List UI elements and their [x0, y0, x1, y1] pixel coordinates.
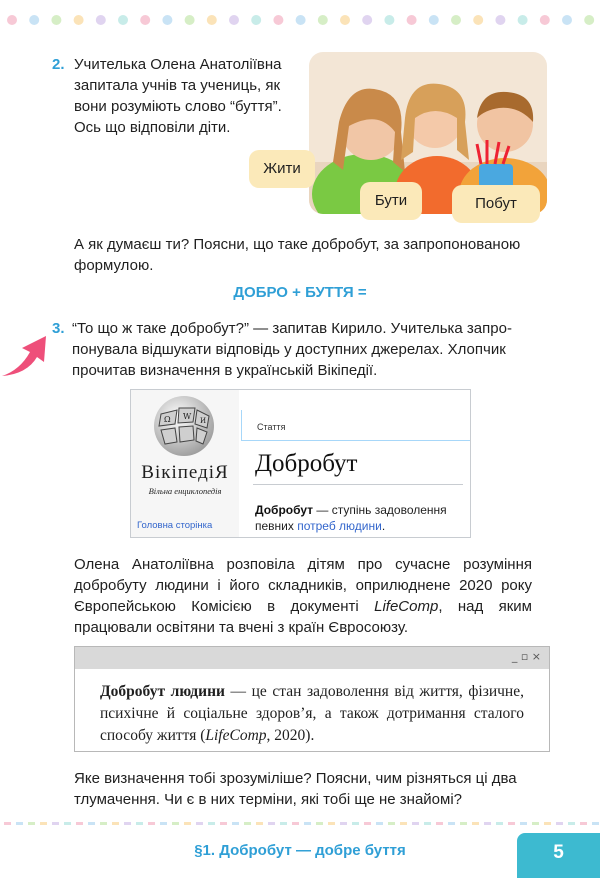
definition-window	[74, 646, 550, 752]
article-term: Добробут	[255, 503, 314, 517]
decorative-dot	[118, 15, 128, 25]
task-2	[52, 54, 302, 138]
decorative-dots-top	[0, 14, 600, 26]
decorative-dot	[429, 15, 439, 25]
decorative-dash	[184, 822, 191, 825]
article-definition: — ступінь задоволення певних	[255, 503, 447, 533]
decorative-dash	[88, 822, 95, 825]
decorative-dash	[436, 822, 443, 825]
definition-text	[100, 681, 524, 747]
prompt-text: А як думаєш ти? Поясни, що таке добробут, за запропонованою формулою.	[74, 236, 521, 274]
decorative-dash	[412, 822, 419, 825]
definition-source: LifeComp	[205, 727, 267, 744]
decorative-dash	[172, 822, 179, 825]
decorative-dash	[364, 822, 371, 825]
decorative-dot	[473, 15, 483, 25]
decorative-dot	[296, 15, 306, 25]
definition-end: , 2020).	[266, 727, 315, 744]
answer-bubble-everyday-life: Побут	[452, 185, 540, 223]
decorative-dot	[273, 15, 283, 25]
article-snippet	[255, 502, 465, 534]
decorative-dot	[518, 15, 528, 25]
decorative-dash	[232, 822, 239, 825]
paragraph-text-end: , над яким працювали освітяни та вчені з країн Євросоюзу.	[74, 598, 532, 636]
task-number: 2.	[52, 56, 65, 73]
decorative-dash	[316, 822, 323, 825]
decorative-dash	[268, 822, 275, 825]
article-title: Добробут	[255, 450, 358, 477]
decorative-dot	[185, 15, 195, 25]
decorative-dash	[112, 822, 119, 825]
decorative-dash	[508, 822, 515, 825]
decorative-dot	[584, 15, 594, 25]
decorative-dash	[64, 822, 71, 825]
decorative-dash	[388, 822, 395, 825]
decorative-dash	[220, 822, 227, 825]
decorative-dash	[496, 822, 503, 825]
decorative-dash	[208, 822, 215, 825]
decorative-dot	[7, 15, 17, 25]
decorative-dash	[532, 822, 539, 825]
decorative-dash	[40, 822, 47, 825]
window-controls-icon[interactable]: _ ▫ ×	[511, 650, 541, 663]
svg-text:W: W	[183, 412, 192, 421]
decorative-dot	[562, 15, 572, 25]
decorative-dash	[424, 822, 431, 825]
decorative-dash	[460, 822, 467, 825]
answer-bubble-live: Жити	[249, 150, 315, 188]
decorative-dot	[384, 15, 394, 25]
decorative-dash	[340, 822, 347, 825]
tab-article[interactable]: Стаття	[249, 418, 293, 437]
tab-underline	[241, 440, 470, 441]
decorative-dash	[292, 822, 299, 825]
decorative-dash	[580, 822, 587, 825]
pointer-arrow-icon	[0, 330, 60, 380]
task-2-text: Учителька Олена Анатоліївна запитала учнів та учениць, як вони розуміють слово “буття”. Ось що відповіли діти.	[74, 56, 282, 136]
paragraph-text: Олена Анатоліївна розповіла дітям про сучасне розуміння добробуту людини і його складників, оприлюднене 2020 року Європейською Комісією в документі	[74, 556, 532, 615]
svg-text:Ω: Ω	[164, 415, 171, 424]
decorative-dash	[244, 822, 251, 825]
decorative-dash	[256, 822, 263, 825]
decorative-dash	[136, 822, 143, 825]
decorative-dash	[544, 822, 551, 825]
wiki-wordmark: ВікіпедіЯ	[141, 462, 229, 483]
wiki-tagline: Вільна енциклопедія	[148, 486, 222, 496]
decorative-dash	[400, 822, 407, 825]
decorative-dashes-bottom	[0, 822, 600, 826]
decorative-dot	[140, 15, 150, 25]
decorative-dash	[472, 822, 479, 825]
task-3	[52, 318, 542, 381]
wiki-sidebar	[131, 390, 239, 537]
tab-divider	[241, 410, 242, 440]
window-title-bar	[75, 647, 549, 669]
decorative-dash	[100, 822, 107, 825]
decorative-dot	[96, 15, 106, 25]
decorative-dot	[318, 15, 328, 25]
decorative-dash	[76, 822, 83, 825]
decorative-dash	[592, 822, 599, 825]
formula: ДОБРО + БУТТЯ =	[233, 284, 367, 301]
wikipedia-globe-logo-icon	[147, 394, 221, 458]
decorative-dot	[340, 15, 350, 25]
task-number: 3.	[52, 320, 65, 337]
decorative-dash	[280, 822, 287, 825]
decorative-dash	[124, 822, 131, 825]
document-name: LifeComp	[374, 598, 439, 615]
title-divider	[253, 484, 463, 485]
decorative-dash	[4, 822, 11, 825]
decorative-dash	[304, 822, 311, 825]
page-number: 5	[517, 833, 600, 878]
wikipedia-screenshot	[130, 389, 471, 538]
decorative-dash	[520, 822, 527, 825]
section-title-footer: §1. Добробут — добре буття	[194, 842, 406, 859]
decorative-dash	[556, 822, 563, 825]
decorative-dot	[207, 15, 217, 25]
decorative-dot	[362, 15, 372, 25]
definition-body: — це стан задоволення від життя, фізичне, психічне й соціальне здоров’я, а також дотримання сталого способу життя (	[100, 683, 524, 744]
needs-link[interactable]: потреб людини	[297, 519, 382, 533]
decorative-dot	[74, 15, 84, 25]
decorative-dot	[162, 15, 172, 25]
answer-bubble-be: Бути	[360, 182, 422, 220]
decorative-dot	[29, 15, 39, 25]
decorative-dot	[540, 15, 550, 25]
decorative-dot	[51, 15, 61, 25]
decorative-dot	[451, 15, 461, 25]
decorative-dash	[448, 822, 455, 825]
decorative-dash	[352, 822, 359, 825]
question-text: Яке визначення тобі зрозуміліше? Поясни, чим різняться ці два тлумачення. Чи є в них терміни, які тобі ще не знайомі?	[74, 770, 517, 808]
decorative-dash	[196, 822, 203, 825]
svg-text:И: И	[200, 417, 207, 425]
task-3-text: “То що ж таке добробут?” — запитав Кирило. Учителька запропонувала відшукати відповідь у доступних джерелах. Хлопчик прочитав визначення в українській Вікіпедії.	[72, 320, 512, 379]
decorative-dash	[328, 822, 335, 825]
decorative-dash	[568, 822, 575, 825]
decorative-dot	[251, 15, 261, 25]
decorative-dash	[16, 822, 23, 825]
decorative-dot	[495, 15, 505, 25]
decorative-dash	[376, 822, 383, 825]
decorative-dash	[52, 822, 59, 825]
decorative-dot	[407, 15, 417, 25]
decorative-dash	[148, 822, 155, 825]
decorative-dash	[28, 822, 35, 825]
decorative-dash	[484, 822, 491, 825]
decorative-dash	[160, 822, 167, 825]
definition-term: Добробут людини	[100, 683, 225, 700]
wiki-main-page-link[interactable]: Головна сторінка	[137, 520, 213, 531]
article-end-punct: .	[381, 519, 386, 533]
decorative-dot	[229, 15, 239, 25]
lifecomp-paragraph	[74, 554, 532, 638]
